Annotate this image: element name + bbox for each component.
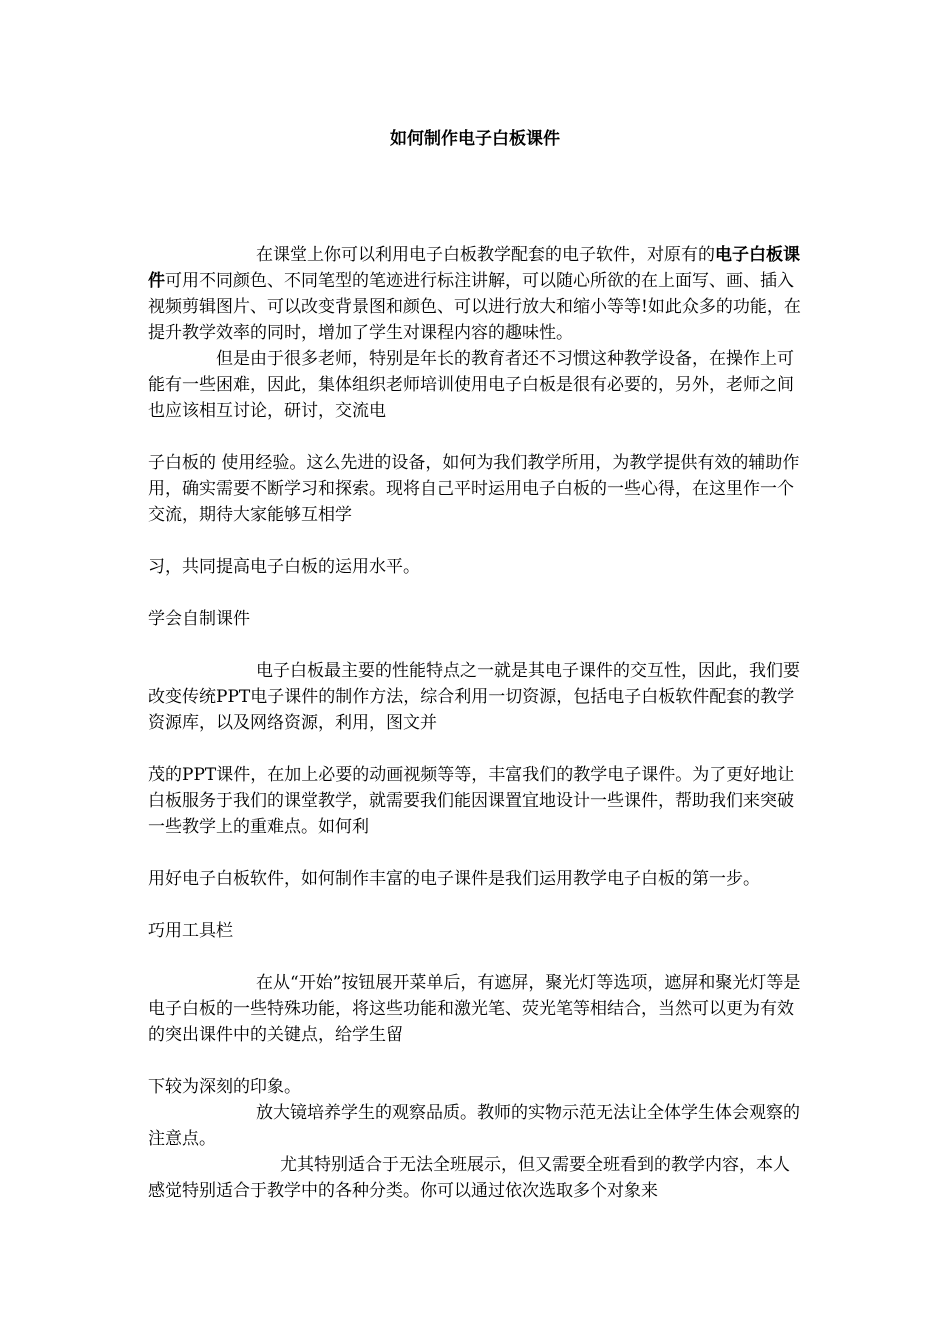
paragraph-intro [148, 242, 804, 346]
paragraph-training: 但是由于很多老师，特别是年长的教育者还不习惯这种教学设备，在操作上可能有一些困难，因此，集体组织老师培训使用电子白板是很有必要的，另外，老师之间也应该相互讨论，研讨，交流电 [148, 349, 794, 421]
paragraph-impression: 下较为深刻的印象。 [148, 1077, 301, 1097]
paragraph-first-step: 用好电子白板软件，如何制作丰富的电子课件是我们运用教学电子白板的第一步。 [148, 869, 760, 889]
intro-text-c: 可用不同颜色、不同笔型的笔迹进行标注讲解，可以随心所欲的在上面写、画、插入视频剪辑图片、可以改变背景图和颜色、可以进行放大和缩小等等!如此众多的功能，在提升教学效率的同时，增加了学生对课程内容的趣味性。 [148, 271, 801, 343]
paragraph-start-menu: 在从“开始”按钮展开菜单后，有遮屏，聚光灯等选项，遮屏和聚光灯等是电子白板的一些特殊功能，将这些功能和激光笔、荧光笔等相结合，当然可以更为有效的突出课件中的关键点，给学生留 [148, 973, 801, 1045]
paragraph-ppt: 茂的PPT课件，在加上必要的动画视频等等，丰富我们的教学电子课件。为了更好地让白板服务于我们的课堂教学，就需要我们能因课置宜地设计一些课件，帮助我们来突破一些教学上的重难点。如何利 [148, 765, 795, 837]
intro-bold-term: 电子白板课件 [148, 245, 800, 291]
paragraph-experience: 子白板的 使用经验。这么先进的设备，如何为我们教学所用，为教学提供有效的辅助作用，确实需要不断学习和探索。现将自己平时运用电子白板的一些心得，在这里作一个交流，期待大家能够互相学 [148, 453, 800, 525]
paragraph-classification: 尤其特别适合于无法全班展示，但又需要全班看到的教学内容，本人感觉特别适合于教学中的各种分类。你可以通过依次选取多个对象来 [148, 1155, 790, 1201]
paragraph-magnifier: 放大镜培养学生的观察品质。教师的实物示范无法让全体学生体会观察的注意点。 [148, 1103, 800, 1149]
paragraph-interactive: 电子白板最主要的性能特点之一就是其电子课件的交互性，因此，我们要改变传统PPT电子课件的制作方法，综合利用一切资源，包括电子白板软件配套的教学资源库，以及网络资源，利用，图文并 [148, 661, 800, 733]
section-heading-toolbar: 巧用工具栏 [148, 921, 233, 941]
section-heading-courseware: 学会自制课件 [148, 609, 250, 629]
paragraph-improve: 习，共同提高电子白板的运用水平。 [148, 557, 420, 577]
document-body [148, 242, 804, 1204]
document-title: 如何制作电子白板课件 [390, 129, 560, 149]
intro-text-a: 在课堂上你可以利用电子白板教学配套的电子软件，对原有的 [256, 245, 715, 265]
